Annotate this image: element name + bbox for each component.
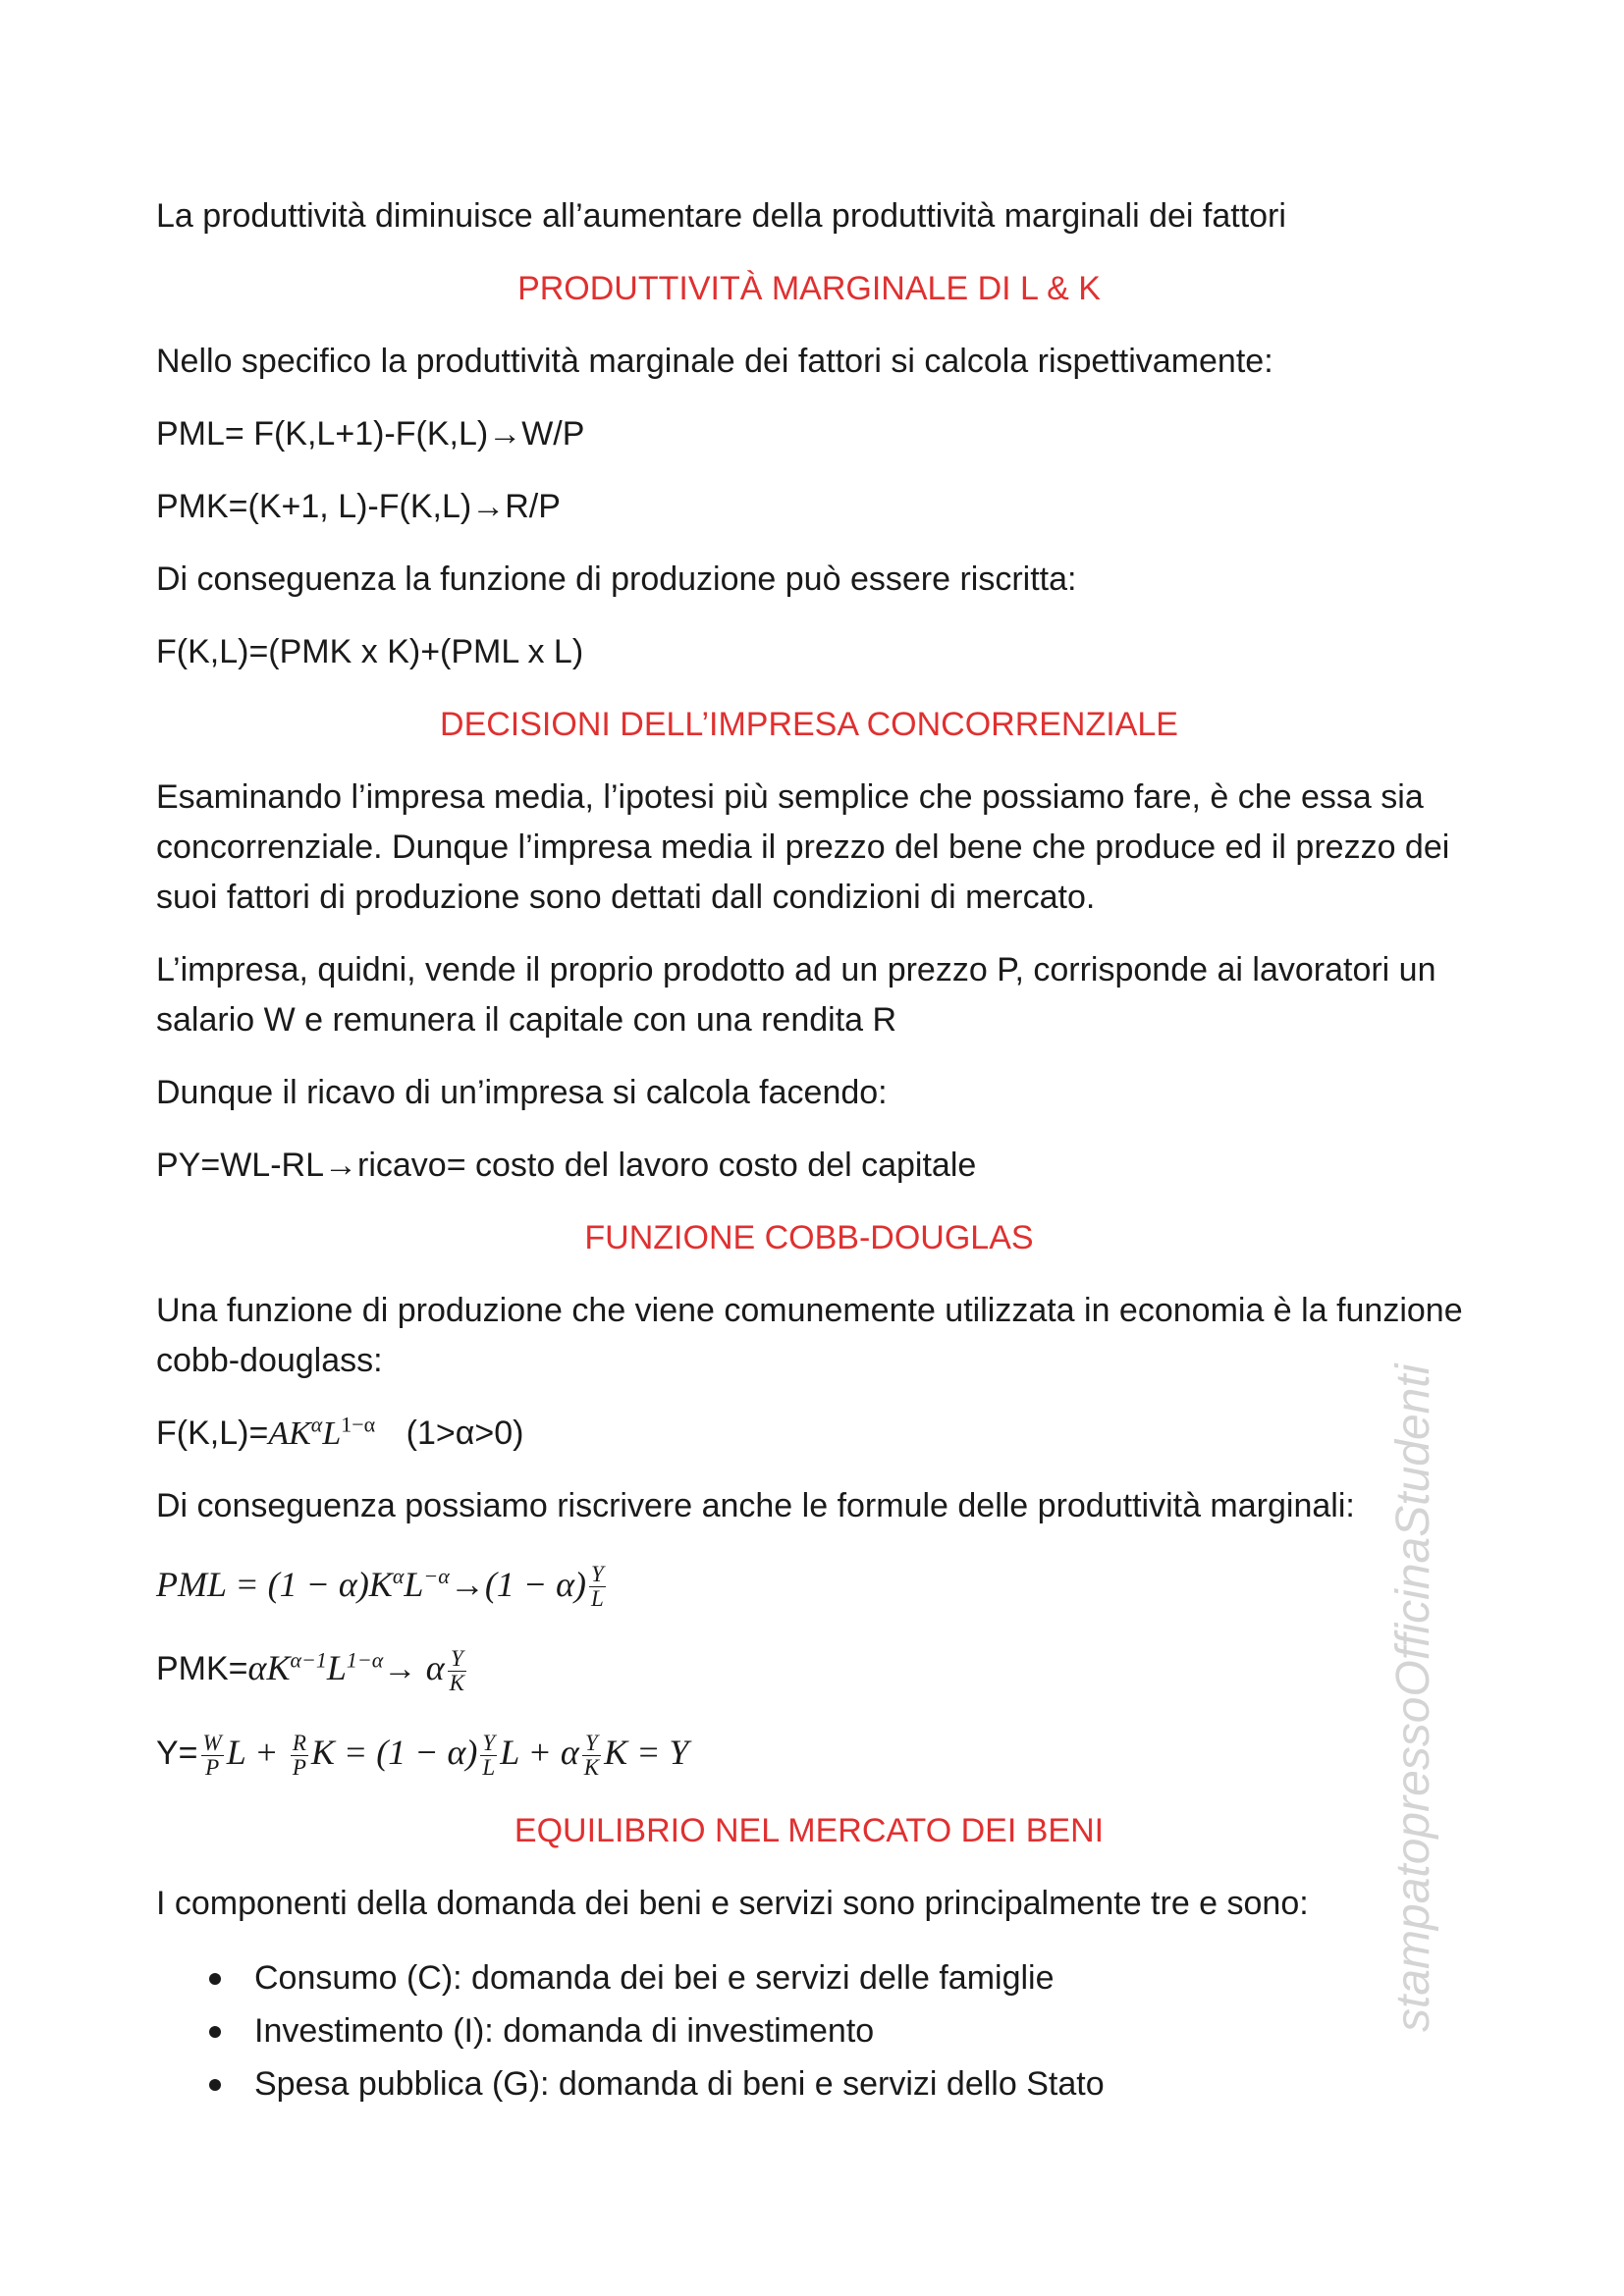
fraction: $\frac{Y}{L}$ <box>591 1561 604 1611</box>
fraction: $\frac{Y}{L}$ <box>482 1730 496 1780</box>
bullet-icon <box>209 1973 221 1985</box>
fraction: $\frac{Y}{K}$ <box>583 1730 600 1780</box>
paragraph: L’impresa, quidni, vende il proprio prodotto ad un prezzo P, corrisponde ai lavoratori un salario W e remunera il capitale con una rendita R <box>156 951 1436 1039</box>
formula-production: F(K,L)=(PMK x K)+(PML x L) <box>156 633 584 670</box>
formula-pml: PML= F(K,L+1)-F(K,L)→W/P <box>156 415 585 453</box>
list-item: Investimento (I): domanda di investimento <box>156 2004 1482 2057</box>
list-item: Consumo (C): domanda dei bei e servizi delle famiglie <box>156 1951 1482 2004</box>
bullet-list <box>156 1951 1482 2110</box>
paragraph: Di conseguenza possiamo riscrivere anche le formule delle produttività marginali: <box>156 1487 1355 1524</box>
formula-pml-cobb: PML = $(1 - \alpha)K^\alpha L^{-\alpha}\to(1 - \alpha)$ $\frac{Y}{L}$ <box>156 1561 604 1611</box>
formula-pmk: PMK=(K+1, L)-F(K,L)→R/P <box>156 488 561 525</box>
paragraph: Dunque il ricavo di un’impresa si calcola facendo: <box>156 1074 888 1111</box>
section-title-cobb-douglas: FUNZIONE COBB-DOUGLAS <box>584 1219 1034 1256</box>
paragraph: Esaminando l’impresa media, l’ipotesi più semplice che possiamo fare, è che essa sia concorrenziale. Dunque l’impresa media il prezzo del bene che produce ed il prezzo dei suoi fattori di produzione sono dettati dall condizioni di mercato. <box>156 778 1450 916</box>
fraction: $\frac{Y}{K}$ <box>449 1645 465 1695</box>
arrow-icon: → <box>449 1564 485 1604</box>
section-title-goods-market: EQUILIBRIO NEL MERCATO DEI BENI <box>514 1812 1105 1849</box>
paragraph: Di conseguenza la funzione di produzione può essere riscritta: <box>156 561 1077 598</box>
paragraph: I componenti della domanda dei beni e servizi sono principalmente tre e sono: <box>156 1885 1309 1922</box>
list-item: Spesa pubblica (G): domanda di beni e servizi dello Stato <box>156 2057 1482 2110</box>
fraction: $\frac{R}{P}$ <box>292 1730 306 1780</box>
formula-revenue: PY=WL-RL→ricavo= costo del lavoro costo del capitale <box>156 1147 977 1184</box>
formula-y-identity: Y= $\frac{W}{P}$ L + $\frac{R}{P}$ K = (1 − α) $\frac{Y}{L}$ L + α $\frac{Y}{K}$ K = Y <box>156 1730 689 1780</box>
formula-cobb-douglas: $F(K,L)=AK^\alpha L^{1-\alpha}$ (1>α>0) <box>156 1412 524 1452</box>
section-title-productivity: PRODUTTIVITÀ MARGINALE DI L & K <box>517 270 1101 307</box>
paragraph: Nello specifico la produttività marginale dei fattori si calcola rispettivamente: <box>156 343 1273 380</box>
formula-pmk-cobb: $PMK=\alpha K^{\alpha-1}L^{1-\alpha}\to \alpha$ $\frac{Y}{K}$ <box>156 1645 465 1695</box>
watermark: stampatopressoOfficinaStudenti <box>1387 1363 1439 2032</box>
paragraph: Una funzione di produzione che viene comunemente utilizzata in economia è la funzione cobb-douglass: <box>156 1292 1463 1379</box>
bullet-icon <box>209 2026 221 2038</box>
bullet-icon <box>209 2079 221 2091</box>
intro-paragraph: La produttività diminuisce all’aumentare della produttività marginali dei fattori <box>156 197 1286 235</box>
document-page <box>156 191 1482 2110</box>
fraction: $\frac{W}{P}$ <box>202 1730 222 1780</box>
section-title-firm-decisions: DECISIONI DELL’IMPRESA CONCORRENZIALE <box>440 706 1178 743</box>
arrow-icon: → <box>383 1650 417 1687</box>
